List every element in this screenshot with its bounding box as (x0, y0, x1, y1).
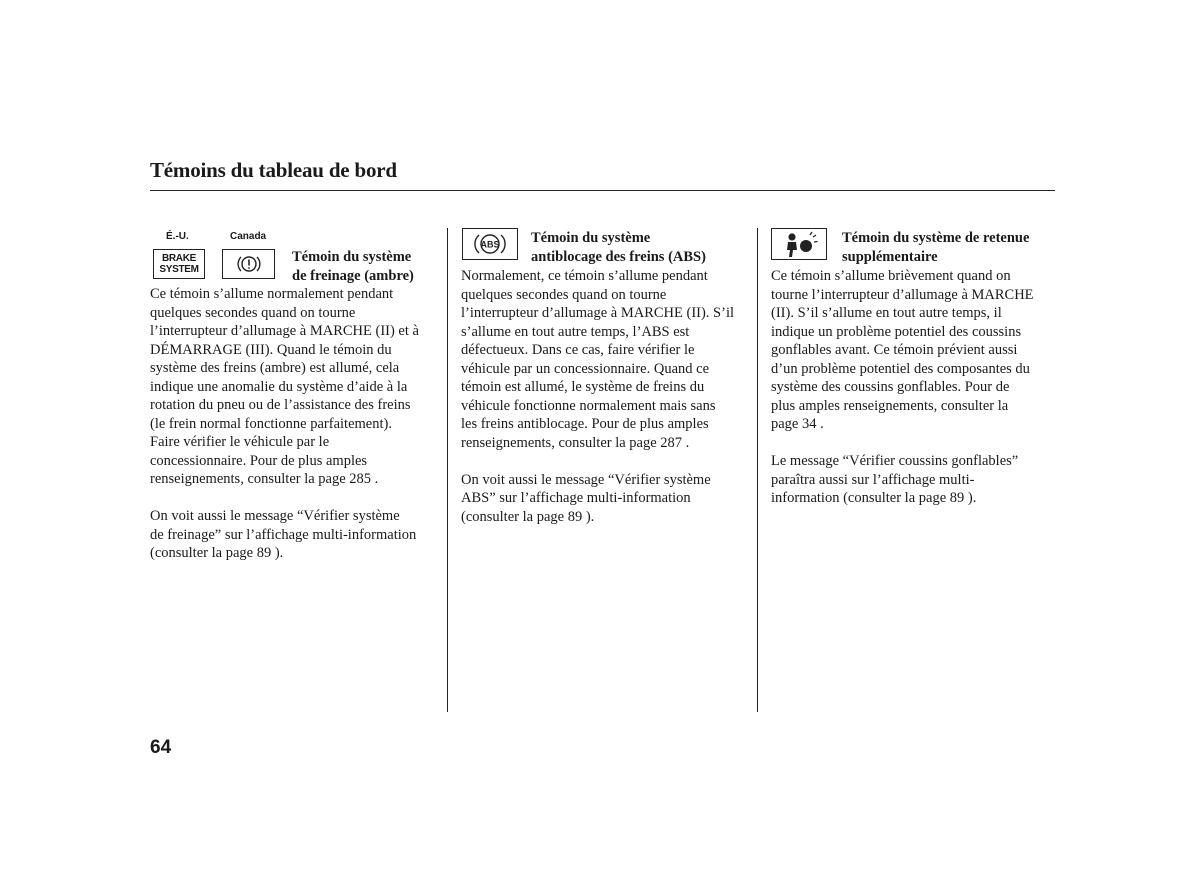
brake-line: concessionnaire. Pour de plus amples (150, 452, 368, 469)
brake-system-icon (153, 249, 205, 279)
page-title: Témoins du tableau de bord (150, 158, 397, 182)
srs-line: information (consulter la page 89 ). (771, 490, 977, 506)
brake-icon-line1: BRAKE (161, 253, 197, 264)
abs-line: l’interrupteur d’allumage à MARCHE (II). S’il (461, 305, 735, 321)
brake-heading-line1: Témoin du système (292, 249, 412, 265)
abs-line: ABS” sur l’affichage multi-information (461, 490, 691, 506)
srs-line: Ce témoin s’allume brièvement quand on (771, 268, 1011, 284)
srs-line: d’un problème potentiel des composantes du (771, 360, 1030, 377)
abs-line: On voit aussi le message “Vérifier système (461, 471, 711, 488)
brake-line: l’interrupteur d’allumage à MARCHE (II) et à (150, 323, 419, 339)
srs-line: (II). S’il s’allume en tout autre temps, il (771, 305, 1002, 321)
brake-line: de freinage” sur l’affichage multi-information (150, 526, 417, 543)
brake-icon-line2: SYSTEM (159, 264, 199, 275)
srs-line: indique un problème potentiel des coussins (771, 323, 1022, 340)
brake-line: DÉMARRAGE (III). Quand le témoin du (150, 341, 392, 358)
abs-heading (531, 229, 706, 267)
brake-line: (consulter la page 89 ). (150, 545, 284, 561)
abs-line: véhicule fonctionne normalement mais sans (461, 397, 716, 414)
brake-line: (le frein normal fonctionne parfaitement). (150, 415, 392, 432)
brake-body (150, 285, 450, 563)
srs-line: Le message “Vérifier coussins gonflables” (771, 453, 1019, 469)
abs-body (461, 267, 761, 526)
abs-heading-line2: antiblocage des freins (ABS) (531, 249, 706, 265)
page-number: 64 (150, 737, 172, 758)
abs-icon (462, 228, 518, 260)
abs-line: défectueux. Dans ce cas, faire vérifier le (461, 342, 695, 358)
airbag-icon (771, 228, 827, 260)
abs-line: quelques secondes quand on tourne (461, 286, 667, 303)
label-us: É.-U. (166, 231, 189, 242)
abs-line: s’allume en tout autre temps, l’ABS est (461, 323, 690, 340)
brake-line: renseignements, consulter la page 285 . (150, 471, 379, 487)
srs-line: plus amples renseignements, consulter la (771, 397, 1009, 414)
abs-line: témoin est allumé, le système de freins du (461, 379, 705, 395)
brake-line: quelques secondes quand on tourne (150, 304, 356, 321)
brake-line: rotation du pneu ou de l’assistance des freins (150, 397, 411, 413)
abs-line: Normalement, ce témoin s’allume pendant (461, 268, 708, 284)
abs-line: les freins antiblocage. Pour de plus amples (461, 416, 709, 432)
brake-heading (292, 248, 414, 286)
brake-warning-icon (222, 249, 275, 279)
brake-heading-line2: de freinage (ambre) (292, 268, 414, 284)
abs-line: véhicule par un concessionnaire. Quand ce (461, 360, 710, 377)
srs-line: gonflables avant. Ce témoin prévient aussi (771, 342, 1018, 358)
label-canada: Canada (230, 231, 267, 242)
brake-line: système des freins (ambre) est allumé, cela (150, 360, 400, 376)
srs-line: tourne l’interrupteur d’allumage à MARCHE (771, 286, 1034, 303)
srs-heading (842, 229, 1029, 267)
abs-heading-line1: Témoin du système (531, 230, 651, 246)
title-rule (150, 190, 1055, 191)
brake-line: indique une anomalie du système d’aide à la (150, 378, 408, 395)
abs-line: (consulter la page 89 ). (461, 508, 595, 525)
srs-line: paraîtra aussi sur l’affichage multi- (771, 471, 975, 488)
brake-line: Ce témoin s’allume normalement pendant (150, 286, 394, 302)
srs-heading-line2: supplémentaire (842, 249, 938, 265)
abs-line: renseignements, consulter la page 287 . (461, 434, 690, 451)
brake-line: On voit aussi le message “Vérifier système (150, 508, 400, 524)
srs-body (771, 267, 1071, 508)
brake-line: Faire vérifier le véhicule par le (150, 434, 330, 450)
srs-line: système des coussins gonflables. Pour de (771, 379, 1010, 395)
srs-heading-line1: Témoin du système de retenue (842, 230, 1030, 246)
abs-icon-text: ABS (480, 239, 500, 250)
srs-line: page 34 . (771, 416, 824, 432)
